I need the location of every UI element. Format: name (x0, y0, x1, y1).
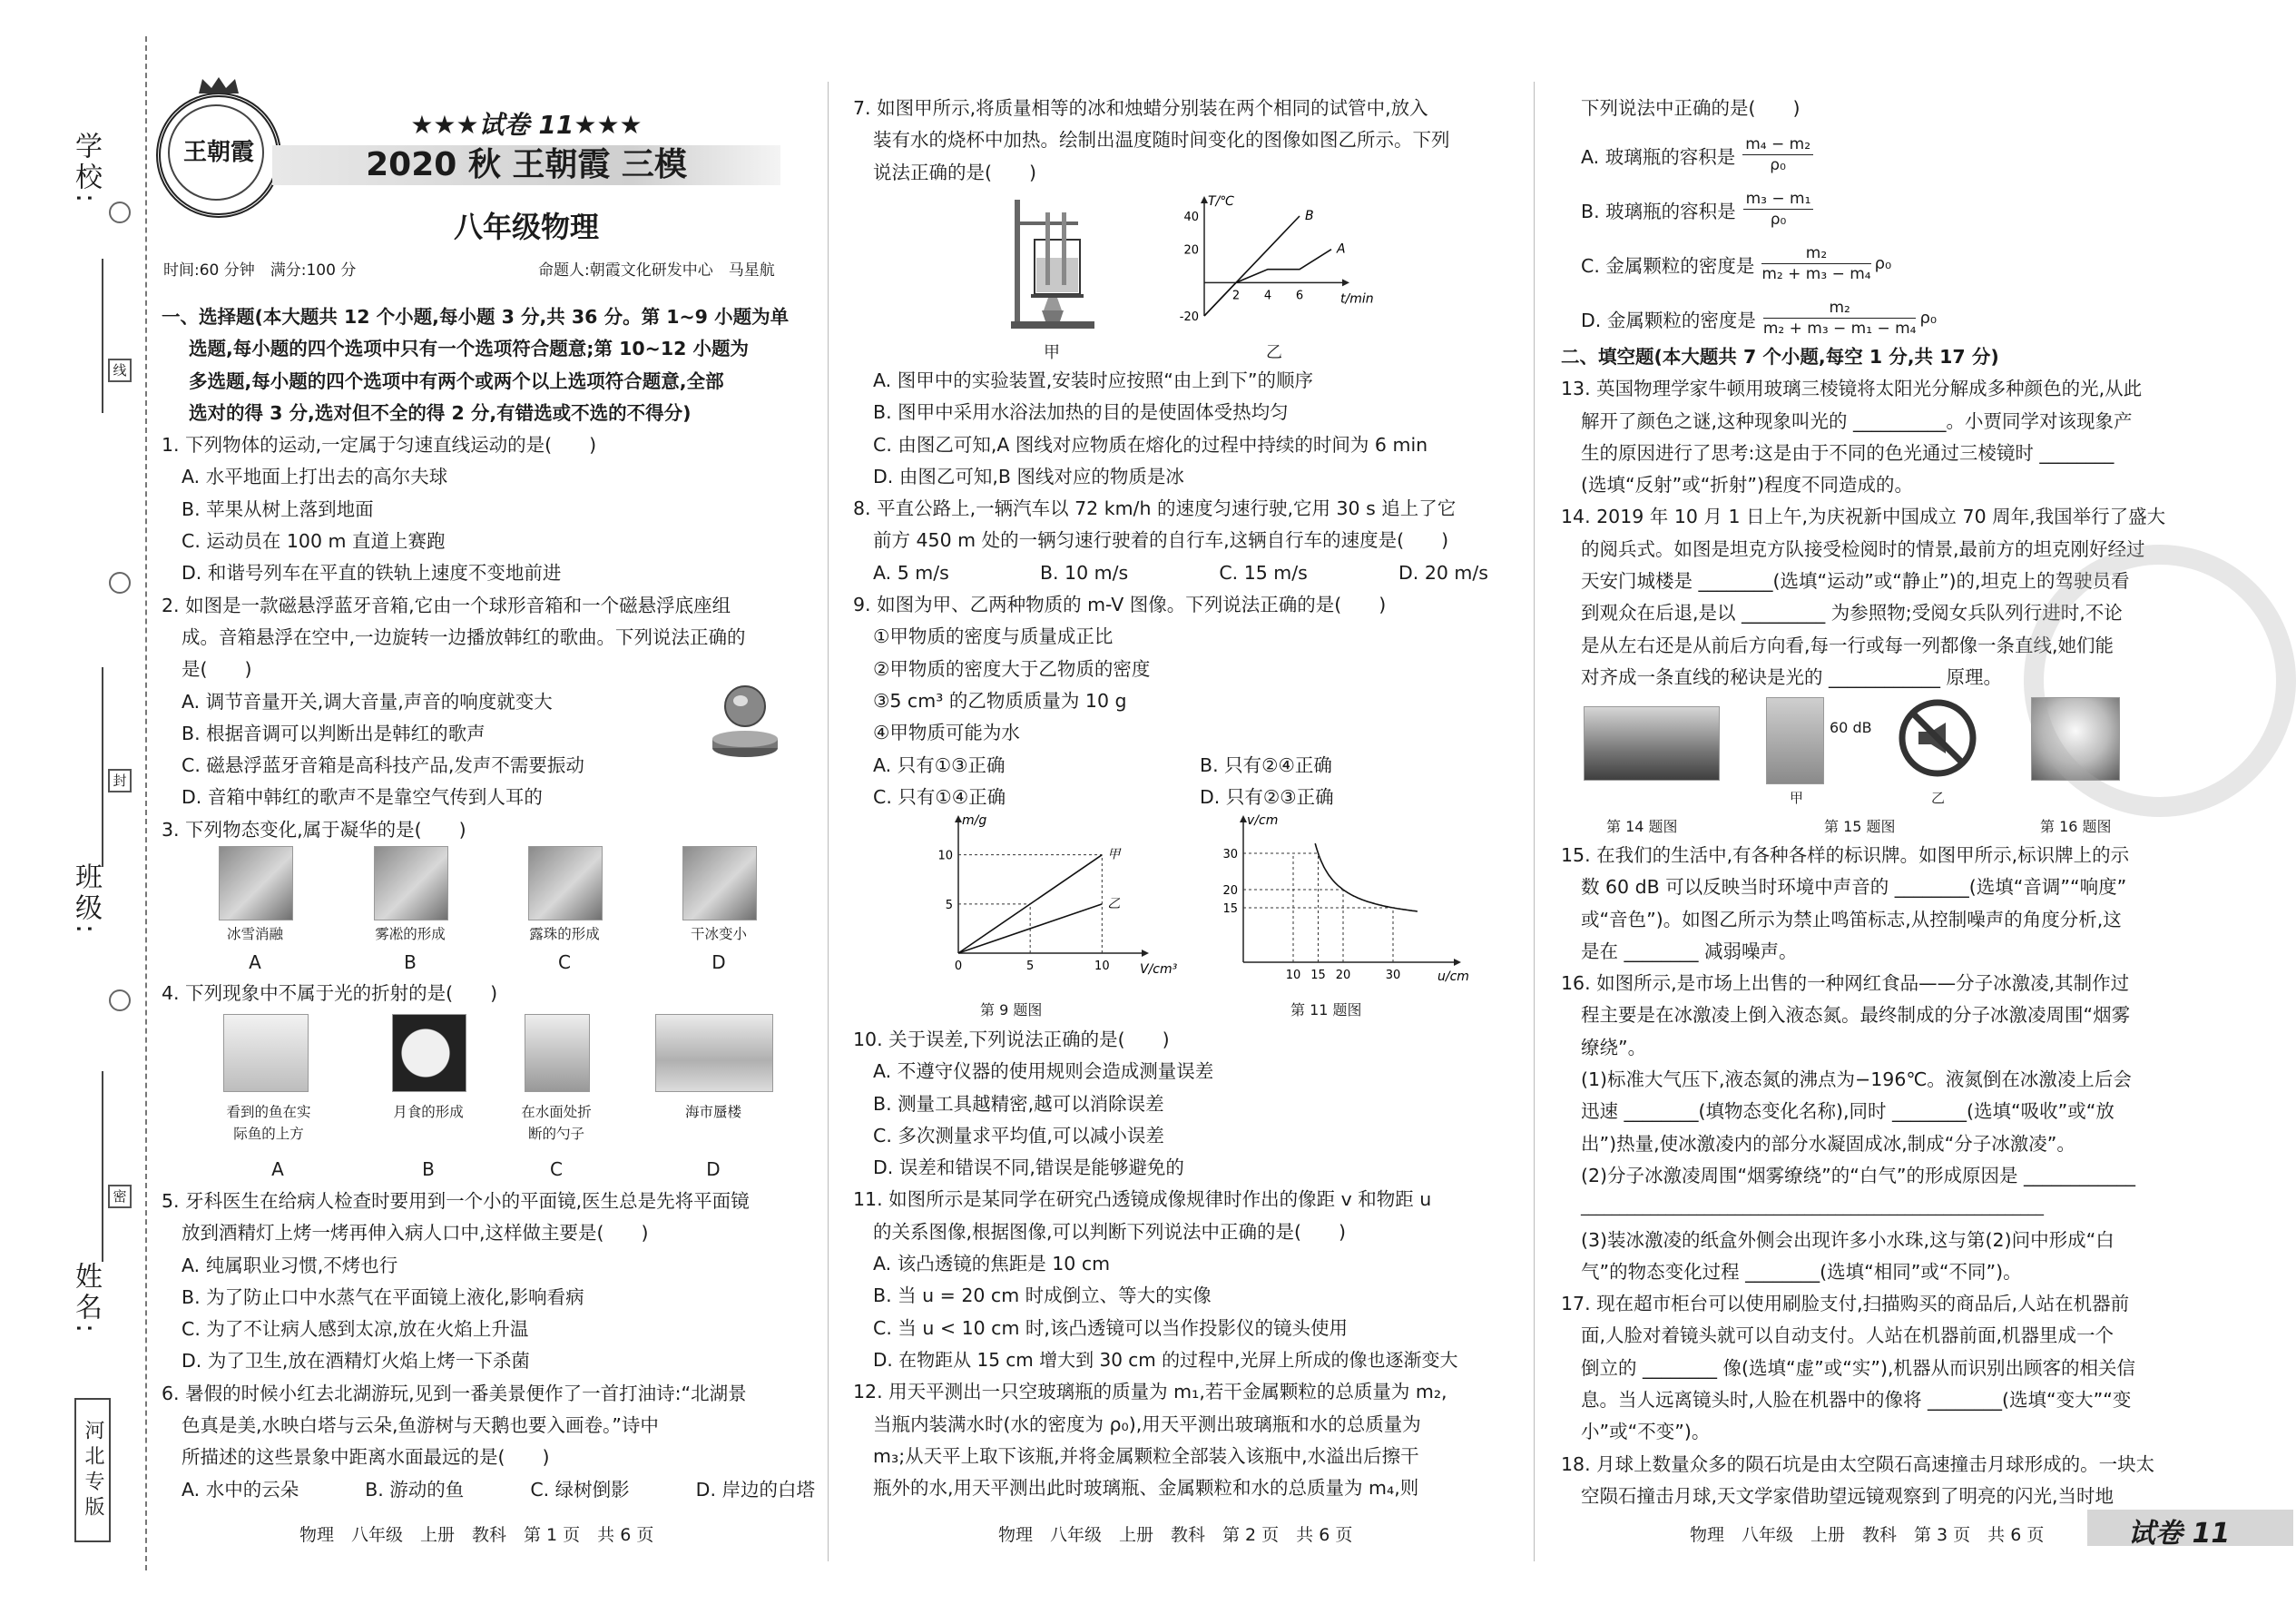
series-label-乙: 乙 (1107, 896, 1121, 911)
q10-stem: 10. 关于误差,下列说法正确的是( ) (853, 1029, 1170, 1050)
q12-option-b-text: B. 玻璃瓶的容积是 (1581, 200, 1736, 222)
q3-caption-b: 雾凇的形成 (375, 926, 446, 942)
q14-stem-l2: 的阅兵式。如图是坦克方队接受检阅时的情景,最前方的坦克刚好经过 (1581, 537, 2145, 560)
q3-letter-a[interactable]: A (249, 951, 261, 973)
q12-stem: 12. 用天平测出一只空玻璃瓶的质量为 m₁,若干金属颗粒的总质量为 m₂, (853, 1381, 1447, 1403)
fig9-caption: 第 9 题图 (980, 1001, 1043, 1019)
y-tick-label: 20 (1222, 884, 1238, 898)
column-divider-2 (1534, 82, 1535, 1561)
seal-char-feng: 封 (108, 769, 132, 792)
q17-stem-l5: 小”或“不变”)。 (1581, 1421, 1711, 1443)
q7-option-c[interactable]: C. 由图乙可知,A 图线对应物质在熔化的过程中持续的时间为 6 min (873, 433, 1428, 456)
series-line-B (1204, 216, 1300, 316)
binding-dashed-line (145, 36, 147, 1570)
column-2 (853, 93, 1506, 189)
y-tick-label: 20 (1183, 243, 1199, 258)
y-axis-label: m/g (962, 813, 987, 828)
q1-option-c[interactable]: C. 运动员在 100 m 直道上赛跑 (182, 530, 446, 553)
q12-option-c-fraction (1761, 243, 1870, 284)
time-score: 时间:60 分钟 满分:100 分 (163, 261, 357, 280)
brand-logo (156, 93, 281, 218)
q4-image-c-spoon (525, 1014, 590, 1092)
q12-option-d-text: D. 金属颗粒的密度是 (1581, 309, 1756, 331)
q15-stem-l4: 是在 ________ 减弱噪声。 (1581, 940, 1798, 962)
q12-d-numerator: m₂ (1763, 298, 1917, 319)
levitating-speaker-image (710, 683, 780, 763)
q8-option-a[interactable]: A. 5 m/s (873, 561, 949, 584)
q16-stem-l3: 缭绕”。 (1581, 1036, 1647, 1058)
q2-option-d[interactable]: D. 音箱中韩红的歌声不是靠空气传到人耳的 (182, 786, 543, 809)
seal-char-mi: 密 (108, 1185, 132, 1208)
q12-stem-l3: m₃;从天平上取下该瓶,并将金属颗粒全部装入该瓶中,水溢出后擦干 (873, 1444, 1419, 1467)
q11-option-c[interactable]: C. 当 u < 10 cm 时,该凸透镜可以当作投影仪的镜头使用 (873, 1316, 1348, 1339)
q2-stem: 2. 如图是一款磁悬浮蓝牙音箱,它由一个球形音箱和一个磁悬浮底座组 (162, 594, 731, 616)
q4-image-d-mirage (655, 1014, 773, 1092)
footer-page-3: 物理 八年级 上册 教科 第 3 页 共 6 页 (1690, 1525, 2045, 1545)
q16-stem-l2: 程主要是在冰激凌上倒入液态氮。最终制成的分子冰激凌周围“烟雾 (1581, 1004, 2131, 1027)
q5-option-c[interactable]: C. 为了不让病人感到太凉,放在火焰上升温 (182, 1318, 529, 1341)
q7-stem: 7. 如图甲所示,将质量相等的冰和烛蜡分别装在两个相同的试管中,放入 (853, 97, 1428, 119)
series-line-甲 (958, 855, 1102, 953)
q8-options (853, 557, 1506, 589)
q16-stem: 16. 如图所示,是市场上出售的一种网红食品——分子冰激凌,其制作过 (1561, 972, 2130, 995)
q14-tank-parade-image (1584, 706, 1720, 781)
author: 命题人:朝霞文化研发中心 马星航 (538, 261, 775, 280)
q12-option-c[interactable] (1581, 243, 1891, 284)
q7-stem-l3: 说法正确的是( ) (873, 161, 1036, 183)
y-tick-label: 40 (1183, 211, 1199, 224)
column-1 (162, 301, 815, 846)
q11-stem-l2: 的关系图像,根据图像,可以判断下列说法中正确的是( ) (873, 1220, 1347, 1243)
x-tick-label: 6 (1295, 289, 1304, 303)
q5-option-a[interactable]: A. 纯属职业习惯,不烤也行 (182, 1254, 398, 1276)
series-curve (1315, 843, 1418, 911)
q18-stem: 18. 月球上数量众多的陨石坑是由太空陨石高速撞击月球形成的。一块太 (1561, 1452, 2155, 1475)
q4-stem: 4. 下列现象中不属于光的折射的是( ) (162, 982, 498, 1004)
section1-heading: 一、选择题(本大题共 12 个小题,每小题 3 分,共 36 分。第 1~9 小题为单 (162, 306, 790, 328)
school-blank[interactable] (102, 259, 103, 413)
fig15-jia-label: 甲 (1790, 790, 1804, 806)
section1-heading-l3: 多选题,每小题的四个选项中有两个或两个以上选项符合题意,全部 (189, 369, 724, 392)
q9-option-d[interactable]: D. 只有②③正确 (1200, 785, 1334, 808)
q15-noise-sign-image (1766, 697, 1824, 784)
q13-stem-l4: (选填“反射”或“折射”)程度不同造成的。 (1581, 474, 1913, 497)
q8-option-b[interactable]: B. 10 m/s (1039, 561, 1129, 584)
q5-stem-l2: 放到酒精灯上烤一烤再伸入病人口中,这样做主要是( ) (182, 1222, 649, 1245)
name-label: 姓名: (70, 1262, 102, 1337)
y-tick-label: -20 (1179, 310, 1199, 324)
q4-letter-b[interactable]: B (422, 1158, 435, 1180)
school-label: 学校: (70, 132, 102, 207)
q12-stem-l5: 下列说法中正确的是( ) (1581, 97, 1800, 119)
fig16-caption: 第 16 题图 (2040, 818, 2112, 835)
q8-stem: 8. 平直公路上,一辆汽车以 72 km/h 的速度匀速行驶,它用 30 s 追上了它 (853, 497, 1457, 520)
q11-stem: 11. 如图所示是某同学在研究凸透镜成像规律时作出的像距 v 和物距 u (853, 1188, 1432, 1211)
q12-d-rho: ρ₀ (1919, 309, 1938, 328)
q12-option-b-fraction (1743, 189, 1814, 230)
q9-mass-volume-chart (926, 813, 1178, 985)
x-tick-label: 30 (1385, 969, 1401, 982)
q4-letter-a[interactable]: A (271, 1158, 284, 1180)
y-tick-label: 5 (945, 898, 953, 912)
watermark-seal (2024, 545, 2296, 817)
q12-a-numerator: m₄ − m₂ (1742, 134, 1813, 155)
q12-c-denominator: m₂ + m₃ − m₄ (1761, 265, 1871, 283)
fig15-yi-label: 乙 (1931, 790, 1946, 806)
y-axis-label: v/cm (1247, 813, 1279, 828)
exam-number-label: ★★★试卷 11★★★ (410, 110, 643, 140)
q3-letter-d[interactable]: D (711, 951, 726, 973)
column-2-lower (853, 1024, 1506, 1504)
q13-stem-l2: 解开了颜色之谜,这种现象叫光的 __________。小贾同学对该现象产 (1581, 409, 2133, 432)
q7-temperature-chart (1154, 189, 1381, 343)
q12-stem-l2: 当瓶内装满水时(水的密度为 ρ₀),用天平测出玻璃瓶和水的总质量为 (873, 1412, 1421, 1435)
q1-stem: 1. 下列物体的运动,一定属于匀速直线运动的是( ) (162, 434, 597, 457)
y-axis-arrow (1201, 196, 1208, 203)
q12-option-a-text: A. 玻璃瓶的容积是 (1581, 145, 1736, 168)
q10-option-a[interactable]: A. 不遵守仪器的使用规则会造成测量误差 (873, 1060, 1214, 1083)
logo-text: 王朝霞 (182, 139, 254, 166)
q6-options (162, 1474, 815, 1506)
q7-option-d[interactable]: D. 由图乙可知,B 图线对应的物质是冰 (873, 465, 1184, 487)
q16-sub3: (3)装冰激凌的纸盒外侧会出现许多小水珠,这与第(2)问中形成“白 (1581, 1228, 2114, 1251)
binding-hole-1 (109, 202, 131, 223)
series-label-A: A (1337, 241, 1346, 257)
y-axis-arrow (1240, 815, 1247, 822)
q12-a-denominator: ρ₀ (1770, 156, 1786, 174)
q6-stem-l2: 色真是美,水映白塔与云朵,鱼游树与天鹅也要入画卷。”诗中 (182, 1414, 659, 1437)
q4-letter-d[interactable]: D (706, 1158, 721, 1180)
q12-b-numerator: m₃ − m₁ (1743, 189, 1814, 210)
class-label: 班级: (70, 862, 102, 938)
q9-stem: 9. 如图为甲、乙两种物质的 m-V 图像。下列说法正确的是( ) (853, 594, 1387, 616)
q2-stem-l3: 是( ) (182, 658, 252, 681)
q15-decibel-reading: 60 dB (1830, 719, 1872, 736)
q15-stem: 15. 在我们的生活中,有各种各样的标识牌。如图甲所示,标识牌上的示 (1561, 844, 2130, 866)
q10-option-d[interactable]: D. 误差和错误不同,错误是能够避免的 (873, 1156, 1184, 1179)
q17-stem-l2: 面,人脸对着镜头就可以自动支付。人站在机器前面,机器里成一个 (1581, 1324, 2114, 1347)
q10-option-b[interactable]: B. 测量工具越精密,越可以消除误差 (873, 1092, 1164, 1115)
x-tick-label: 15 (1310, 969, 1326, 982)
q7-option-a[interactable]: A. 图甲中的实验装置,安装时应按照“由上到下”的顺序 (873, 369, 1313, 391)
q16-sub1-l3: 出”)热量,使冰激凌内的部分水凝固成冰,制成“分子冰激凌”。 (1581, 1132, 2075, 1155)
q7-fig-yi-label: 乙 (1266, 343, 1282, 362)
q3-image-b-rime (374, 846, 448, 920)
q7-stem-l2: 装有水的烧杯中加热。绘制出温度随时间变化的图像如图乙所示。下列 (873, 129, 1450, 152)
q5-option-b[interactable]: B. 为了防止口中水蒸气在平面镜上液化,影响看病 (182, 1285, 584, 1308)
q12-option-a-fraction (1742, 134, 1813, 175)
q17-stem-l4: 息。当人远离镜头时,人脸在机器中的像将 ________(选填“变大”“变 (1581, 1389, 2132, 1412)
q3-caption-d: 干冰变小 (690, 926, 747, 942)
x-axis-label: t/min (1340, 291, 1374, 307)
q9-option-a[interactable]: A. 只有①③正确 (873, 753, 1006, 776)
q4-image-b-eclipse (392, 1014, 466, 1092)
q12-c-rho: ρ₀ (1874, 254, 1892, 273)
x-tick-label: 4 (1263, 289, 1272, 303)
q16-sub1: (1)标准大气压下,液态氮的沸点为−196℃。液氮倒在冰激凌上后会 (1581, 1068, 2132, 1091)
q1-option-d[interactable]: D. 和谐号列车在平直的铁轨上速度不变地前进 (182, 562, 562, 585)
series-label-B: B (1305, 209, 1314, 223)
q5-stem: 5. 牙科医生在给病人检查时要用到一个小的平面镜,医生总是先将平面镜 (162, 1190, 750, 1212)
q11-option-b[interactable]: B. 当 u = 20 cm 时成倒立、等大的实像 (873, 1284, 1212, 1307)
q18-stem-l2: 空陨石撞击月球,天文学家借助望远镜观察到了明亮的闪光,当时地 (1581, 1484, 2114, 1507)
q6-stem-l3: 所描述的这些景象中距离水面最远的是( ) (182, 1446, 550, 1469)
q12-option-a[interactable] (1581, 134, 1813, 175)
footer-exam-tag: 试卷 11 (2128, 1518, 2231, 1550)
binding-hole-3 (109, 989, 131, 1011)
q2-stem-l2: 成。音箱悬浮在空中,一边旋转一边播放韩红的歌曲。下列说法正确的 (182, 625, 746, 648)
q6-option-d[interactable]: D. 岸边的白塔 (695, 1478, 815, 1501)
q4-caption-c: 在水面处折 断的勺子 (521, 1104, 592, 1142)
q8-option-d[interactable]: D. 20 m/s (1398, 561, 1488, 584)
edition-badge: 河北专版 (74, 1398, 111, 1542)
q9-statement-4: ④甲物质可能为水 (873, 722, 1020, 744)
q12-c-numerator: m₂ (1761, 243, 1870, 264)
q4-image-a-fish (223, 1014, 309, 1092)
q5-option-d[interactable]: D. 为了卫生,放在酒精灯火焰上烤一下杀菌 (182, 1350, 530, 1373)
q9-statement-1: ①甲物质的密度与质量成正比 (873, 625, 1114, 648)
q12-b-denominator: ρ₀ (1770, 211, 1787, 229)
x-axis-label: u/cm (1437, 969, 1469, 984)
q12-option-d-fraction (1763, 298, 1917, 339)
q2-option-b[interactable]: B. 根据音调可以判断出是韩红的歌声 (182, 722, 486, 744)
y-axis-label: T/℃ (1208, 194, 1234, 209)
binding-hole-2 (109, 572, 131, 594)
q3-letter-c[interactable]: C (558, 951, 571, 973)
q12-option-c-text: C. 金属颗粒的密度是 (1581, 254, 1755, 277)
q9-option-b[interactable]: B. 只有②④正确 (1200, 753, 1332, 776)
x-tick-label: 2 (1231, 289, 1241, 303)
q13-stem-l3: 生的原因进行了思考:这是由于不同的色光通过三棱镜时 ________ (1581, 441, 2114, 464)
q14-stem-l5: 是从左右还是从前后方向看,每一行或每一列都像一条直线,她们能 (1581, 634, 2114, 656)
q2-option-c[interactable]: C. 磁悬浮蓝牙音箱是高科技产品,发声不需要振动 (182, 754, 584, 777)
q3-image-c-dew (528, 846, 603, 920)
q12-option-b[interactable] (1581, 189, 1813, 230)
q6-option-b[interactable]: B. 游动的鱼 (365, 1478, 465, 1501)
q3-letter-b[interactable]: B (404, 951, 417, 973)
name-blank[interactable] (102, 1071, 103, 1262)
y-axis-arrow (955, 815, 962, 822)
x-axis-arrow (1454, 959, 1461, 966)
q11-image-object-distance-chart (1207, 813, 1479, 989)
q17-stem-l3: 倒立的 ________ 像(选填“虚”或“实”),机器从而识别出顾客的相关信 (1581, 1356, 2136, 1379)
q15-stem-l3: 或“音色”)。如图乙所示为禁止鸣笛标志,从控制噪声的角度分析,这 (1581, 908, 2122, 930)
x-tick-label: 0 (954, 960, 963, 973)
q9-option-c[interactable]: C. 只有①④正确 (873, 785, 1006, 808)
q12-stem-l4: 瓶外的水,用天平测出此时玻璃瓶、金属颗粒和水的总质量为 m₄,则 (873, 1477, 1419, 1500)
x-axis-arrow (1142, 950, 1149, 957)
q11-option-a[interactable]: A. 该凸透镜的焦距是 10 cm (873, 1253, 1111, 1275)
q11-option-d[interactable]: D. 在物距从 15 cm 增大到 30 cm 的过程中,光屏上所成的像也逐渐变大 (873, 1348, 1458, 1371)
q3-caption-a: 冰雪消融 (226, 926, 283, 942)
footer-page-1: 物理 八年级 上册 教科 第 1 页 共 6 页 (299, 1525, 654, 1545)
x-tick-label: 10 (1094, 960, 1110, 973)
q1-option-b[interactable]: B. 苹果从树上落到地面 (182, 497, 374, 520)
q3-image-d-dry-ice (682, 846, 757, 920)
q3-image-a-ice-melting (219, 846, 293, 920)
class-blank[interactable] (102, 667, 103, 867)
q8-option-c[interactable]: C. 15 m/s (1219, 561, 1308, 584)
q4-caption-b: 月食的形成 (393, 1104, 464, 1120)
x-axis-arrow (1342, 279, 1349, 286)
column-3-lower (1561, 840, 2232, 1512)
q9-statement-2: ②甲物质的密度大于乙物质的密度 (873, 657, 1151, 680)
column-2-mid (853, 365, 1506, 813)
q7-option-b[interactable]: B. 图甲中采用水浴法加热的目的是使固体受热均匀 (873, 401, 1289, 424)
footer-page-2: 物理 八年级 上册 教科 第 2 页 共 6 页 (998, 1525, 1353, 1545)
crown-icon (197, 75, 240, 94)
q16-sub2: (2)分子冰激凌周围“烟雾缭绕”的“白气”的形成原因是 ____________ (1581, 1164, 2136, 1186)
q4-caption-a: 看到的鱼在实 际鱼的上方 (226, 1104, 311, 1142)
y-tick-label: 10 (937, 849, 953, 863)
x-tick-label: 10 (1285, 969, 1301, 982)
q8-stem-l2: 前方 450 m 处的一辆匀速行驶着的自行车,这辆自行车的速度是( ) (873, 529, 1449, 552)
seal-char-xian: 线 (108, 359, 132, 382)
q4-letter-c[interactable]: C (550, 1158, 563, 1180)
q1-option-a[interactable]: A. 水平地面上打出去的高尔夫球 (182, 466, 448, 488)
q17-stem: 17. 现在超市柜台可以使用刷脸支付,扫描购买的商品后,人站在机器前 (1561, 1293, 2130, 1315)
q14-stem-l3: 天安门城楼是 ________(选填“运动”或“静止”)的,坦克上的驾驶员看 (1581, 570, 2130, 593)
q16-sub1-l2: 迅速 ________(填物态变化名称),同时 ________(选填“吸收”或“放 (1581, 1100, 2114, 1123)
x-tick-label: 20 (1335, 969, 1351, 982)
column-3 (1561, 93, 2232, 124)
fig14-caption: 第 14 题图 (1606, 818, 1678, 835)
q12-option-d[interactable] (1581, 298, 1937, 339)
q14-stem-l6: 对齐成一条直线的秘诀是光的 ____________ 原理。 (1581, 665, 2003, 688)
q12-d-denominator: m₂ + m₃ − m₁ − m₄ (1762, 320, 1917, 338)
q6-option-a[interactable]: A. 水中的云朵 (182, 1478, 299, 1501)
q3-caption-c: 露珠的形成 (529, 926, 600, 942)
q7-fig-jia-label: 甲 (1044, 343, 1060, 362)
q6-stem: 6. 暑假的时候小红去北湖游玩,见到一番美景便作了一首打油诗:“北湖景 (162, 1382, 747, 1404)
q4-caption-d: 海市蜃楼 (684, 1104, 741, 1120)
section2-heading: 二、填空题(本大题共 7 个小题,每空 1 分,共 17 分) (1561, 346, 1999, 368)
exam-title: 2020 秋 王朝霞 三模 (366, 146, 687, 183)
q16-sub3-l2: 气”的物态变化过程 ________(选填“相同”或“不同”)。 (1581, 1260, 2022, 1283)
q15-stem-l2: 数 60 dB 可以反映当时环境中声音的 ________(选填“音调”“响度” (1581, 876, 2127, 899)
series-label-甲: 甲 (1107, 847, 1121, 862)
y-tick-label: 15 (1222, 902, 1238, 916)
q6-option-c[interactable]: C. 绿树倒影 (530, 1478, 630, 1501)
x-tick-label: 5 (1026, 960, 1035, 973)
q13-stem: 13. 英国物理学家牛顿用玻璃三棱镜将太阳光分解成多种颜色的光,从此 (1561, 378, 2143, 400)
q7-apparatus-figure (1007, 194, 1098, 330)
fig15-caption: 第 15 题图 (1824, 818, 1896, 835)
q10-option-c[interactable]: C. 多次测量求平均值,可以减小误差 (873, 1124, 1164, 1147)
subject-title: 八年级物理 (453, 210, 599, 244)
column-1-lower (162, 1186, 815, 1506)
q9-statement-3: ③5 cm³ 的乙物质质量为 10 g (873, 689, 1127, 712)
q3-stem: 3. 下列物态变化,属于凝华的是( ) (162, 818, 466, 841)
section1-heading-l2: 选题,每小题的四个选项中只有一个选项符合题意;第 10~12 小题为 (189, 338, 749, 360)
q14-stem-l4: 到观众在后退,是以 _________ 为参照物;受阅女兵队列行进时,不论 (1581, 602, 2123, 625)
q2-option-a[interactable]: A. 调节音量开关,调大音量,声音的响度就变大 (182, 690, 553, 713)
section1-heading-l4: 选对的得 3 分,选对但不全的得 2 分,有错选或不选的不得分) (189, 401, 692, 424)
y-tick-label: 30 (1222, 848, 1238, 861)
q9-options (853, 750, 1506, 814)
column-divider-1 (828, 82, 829, 1561)
q14-stem: 14. 2019 年 10 月 1 日上午,为庆祝新中国成立 70 周年,我国举行了盛大 (1561, 506, 2166, 528)
fig11-caption: 第 11 题图 (1290, 1001, 1362, 1019)
x-axis-label: V/cm³ (1140, 962, 1178, 977)
q16-sub2-answer-line[interactable]: ____________________________________________________________ (1581, 1198, 2044, 1217)
no-honking-sign-icon (1899, 699, 1977, 777)
